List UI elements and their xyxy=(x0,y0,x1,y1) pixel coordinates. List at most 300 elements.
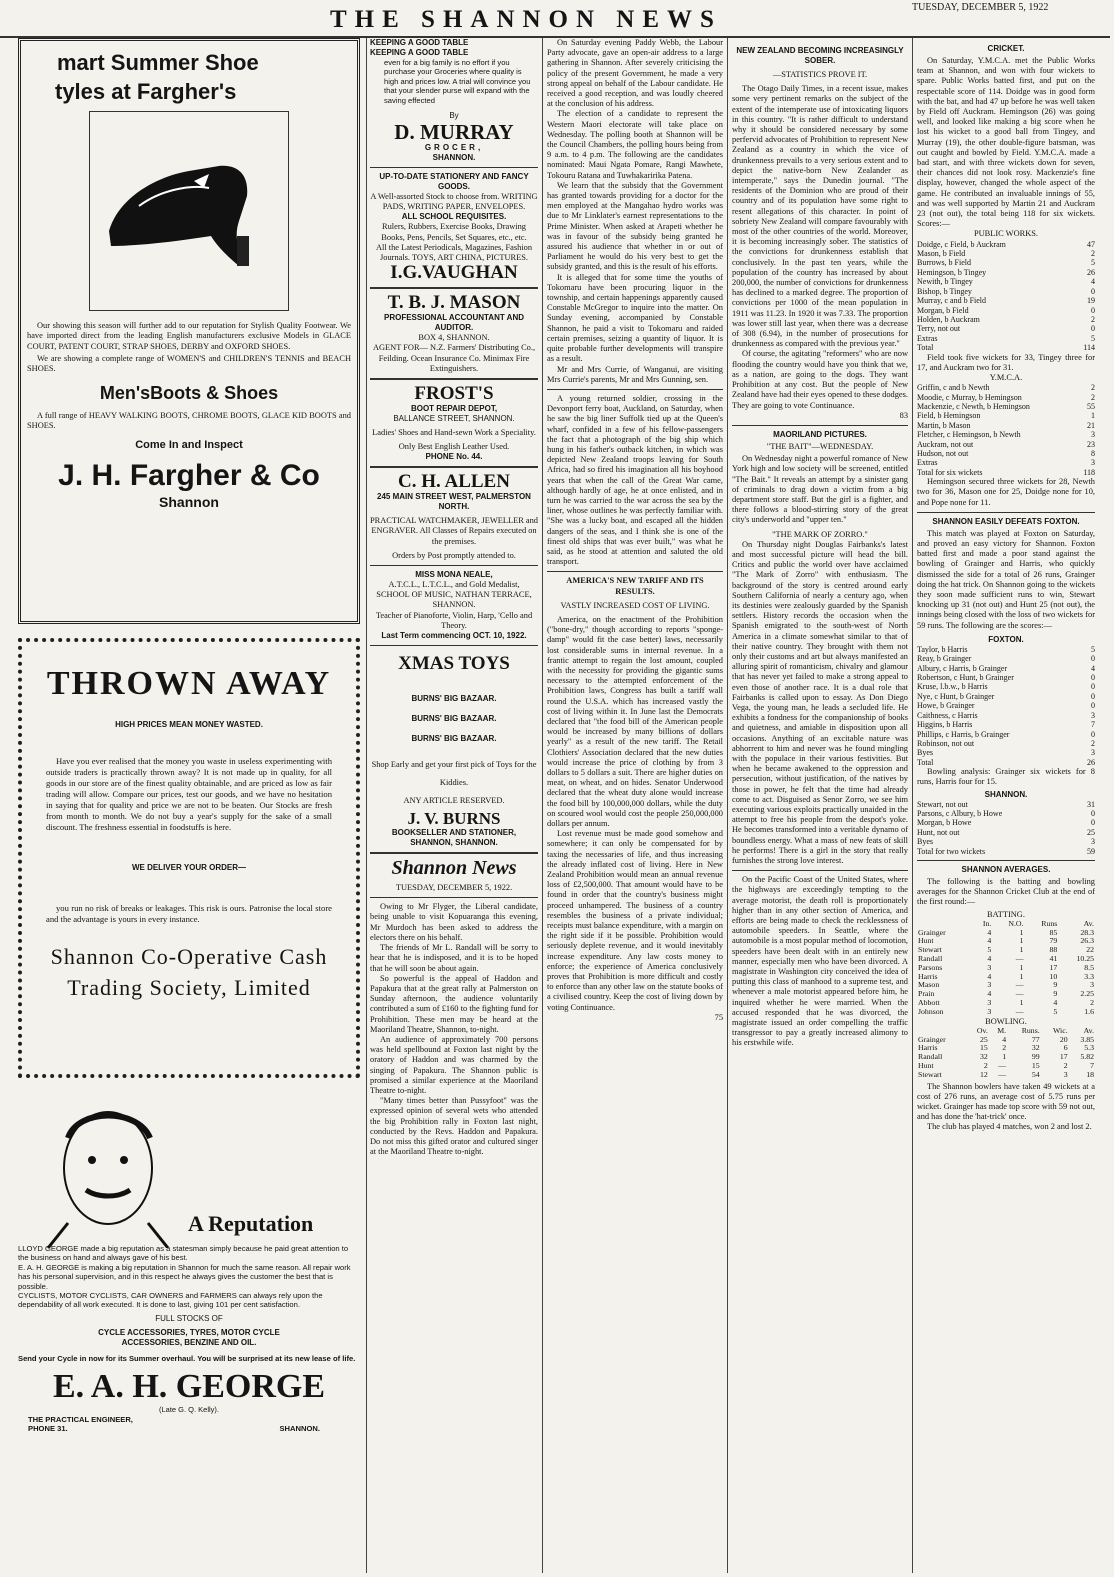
table-cell: — xyxy=(1015,1006,1024,1016)
score-player: Total for two wickets xyxy=(917,846,986,856)
coop-deliver: WE DELIVER YOUR ORDER— xyxy=(131,862,247,872)
george-body: LLOYD GEORGE made a big reputation as a statesman simply because he paid great attention to the business on hand and always gave of his best. xyxy=(18,1244,349,1263)
score-player: Robertson, c Hunt, b Grainger xyxy=(917,673,1014,683)
george-body: CYCLISTS, MOTOR CYCLISTS, CAR OWNERS and FARMERS can always rely upon the dependability of all work executed. It is done to last, giving 101 per cent satisfaction. xyxy=(18,1291,323,1310)
frost-body: Ladies' Shoes and Hand-sewn Work a Speciality. xyxy=(372,427,536,437)
fargher-name: J. H. Fargher & Co xyxy=(58,458,320,492)
vaughan-heading: UP-TO-DATE STATIONERY AND FANCY GOODS. xyxy=(379,172,529,192)
george-body: E. A. H. GEORGE is making a big reputation in Shannon for much the same reason. All repair work has his personal supervision, and in this respect he always gives the customer the best that is possible. xyxy=(18,1262,351,1291)
score-row xyxy=(917,739,1095,748)
score-row xyxy=(917,287,1095,296)
table-cell: 9 xyxy=(1053,980,1058,990)
editorial-paragraph: "Many times better than Pussyfoot" was the expressed opinion of several wets who attended the big Prohibition rally in Foxton last night, conducted by the Revs. Haddon and Papakura. Do not miss this gifted orator and cultured singer at the Maoriland Theatre to-night. xyxy=(370,1096,538,1157)
table-cell: 1 xyxy=(1019,997,1024,1007)
score-runs: 25 xyxy=(1087,827,1095,837)
table-row xyxy=(917,1053,1095,1062)
table-cell: — xyxy=(998,1060,1007,1070)
table-cell: 1 xyxy=(1019,971,1024,981)
george-phone: PHONE 31. xyxy=(28,1424,68,1434)
table-cell: 99 xyxy=(1031,1052,1040,1062)
table-cell: 79 xyxy=(1049,936,1058,946)
burns-bazaar: BURNS' BIG BAZAAR. xyxy=(411,714,497,724)
table-cell: 54 xyxy=(1031,1069,1040,1079)
score-runs: 5 xyxy=(1091,644,1095,654)
score-runs: 0 xyxy=(1091,654,1095,664)
frost-name: FROST'S xyxy=(414,382,494,404)
table-cell: 32 xyxy=(980,1052,988,1062)
news-paragraph: The election of a candidate to represent the Western Maori electorate will take place on Wednesday. The polling booth at Shannon will be the Council Chambers, the polling hours being from 9 a.m. to 4 p.m. The following are the candidates nominated: Maui Ngata Pomare, Rangi Mawhete, Tokouru Ratana and Tuwhakaririka Patena. xyxy=(547,109,723,180)
table-cell: 5 xyxy=(987,945,992,955)
score-runs: 19 xyxy=(1087,296,1095,306)
table-cell: Grainger xyxy=(918,1034,946,1044)
frost-depot: BOOT REPAIR DEPOT, xyxy=(410,403,498,413)
score-runs: 114 xyxy=(1083,343,1095,353)
score-player: Hemingson, b Tingey xyxy=(917,267,987,277)
score-row xyxy=(917,343,1095,352)
allen-name: C. H. ALLEN xyxy=(398,471,510,493)
column-rule xyxy=(542,38,543,1573)
george-headline: A Reputation xyxy=(188,1211,314,1236)
shoe-illustration xyxy=(89,111,289,311)
table-cell: 4 xyxy=(1053,997,1058,1007)
score-player: Mackenzie, c Newth, b Hemingson xyxy=(917,401,1030,411)
table-cell: 4 xyxy=(987,927,992,937)
news-paragraph: We learn that the subsidy that the Government has granted towards providing for a doctor for the men employed at the Mangahao hydro works was due to Mr Linklater's earnest representations to the Prime Minister. When asked at Arapeti whether he was in favour of the subsidy being granted he assured his audience that whether in or out of Parliament he would do his very best to get the subsidy granted, and this is the result of his efforts. xyxy=(547,180,723,272)
score-runs: 59 xyxy=(1087,846,1095,856)
score-runs: 2 xyxy=(1091,249,1095,259)
coop-body: Have you ever realised that the money you waste in useless experimenting with outside traders is practically thrown away? It is not made up in quality, for all goods in our store are of the finest quality obtainable, and are priced as low as fair trading will allow. Compare our prices, test our goods, and we have no hesitation in saying that for quality and price we are not to be beaten. Our Stocks are fresh from month to month. We do not buy a year's supply for the sake of a small discount. The freshness essential in foodstuffs is here. xyxy=(46,755,332,832)
score-player: Moodie, c Murray, b Hemingson xyxy=(917,392,1022,402)
table-cell: 2 xyxy=(983,1060,988,1070)
table-cell: 20 xyxy=(1059,1034,1068,1044)
mason-agent: AGENT FOR— N.Z. Farmers' Distributing Co., Feilding. Ocean Insurance Co. Minimax Fire Extinguishers. xyxy=(372,343,536,373)
score-runs: 2 xyxy=(1091,738,1095,748)
table-row xyxy=(917,929,1095,938)
advert-number: 75 xyxy=(714,1012,723,1022)
score-player: Hunt, not out xyxy=(917,827,960,837)
score-runs: 0 xyxy=(1091,286,1095,296)
murray-town: SHANNON. xyxy=(432,153,476,163)
coop-name: Shannon Co-Operative Cash xyxy=(50,943,328,969)
masthead-date: TUESDAY, DECEMBER 5, 1922 xyxy=(912,2,1049,13)
fargher-headline: tyles at Fargher's xyxy=(55,79,237,105)
cricket-paragraph: The club has played 4 matches, won 2 and lost 2. xyxy=(927,1122,1092,1132)
table-cell: Harris xyxy=(918,1043,938,1053)
table-cell: — xyxy=(998,1069,1007,1079)
newspaper-nameplate: Shannon News xyxy=(391,857,517,880)
score-player: Field, b Hemingson xyxy=(917,411,981,421)
score-row xyxy=(917,701,1095,710)
table-cell: 15 xyxy=(980,1043,988,1053)
table-cell: Randall xyxy=(918,953,943,963)
ymca-heading: Y.M.C.A. xyxy=(989,372,1023,382)
score-player: Total xyxy=(917,343,934,353)
column-two xyxy=(370,38,538,1157)
table-cell: — xyxy=(1015,980,1024,990)
burns-address: BOOKSELLER AND STATIONER, SHANNON, SHANNON. xyxy=(391,828,517,848)
editorial-paragraph: An audience of approximately 700 persons was held spellbound at Foxton last night by the oratory of Haddon and was charmed by the singing of Papakura. The Shannon public is promised a similar experience at the Maoriland Theatre to-night. xyxy=(370,1034,538,1095)
table-cell: Hunt xyxy=(918,1060,934,1070)
score-runs: 0 xyxy=(1091,701,1095,711)
masthead-title: THE SHANNON NEWS xyxy=(330,6,722,33)
tariff-paragraph: Lost revenue must be made good somehow and somewhere; it can only be compensated for by taxing the necessaries of life, and thus increasing the already inflated cost of living. Here in New Zealand Prohibition would mean an annual revenue loss of £2,500,000. That amount would have to be found in order that the country's business might proceed unhampered. The business of a country resembles the business of a private individual; receipts must balance expenditure, with a margin on the right side if it be possible. Prohibition would seriously deplete revenue, and it would inevitably increase expenditure. Any law costs money to enforce; the experience of America conclusively proves that Prohibition is more difficult and costly to enforce than any other law on the statute books of a civilised country. Keep the cost of living down by voting Continuance. xyxy=(547,829,723,1012)
score-runs: 26 xyxy=(1087,267,1095,277)
table-header-cell: Wic. xyxy=(1053,1025,1068,1035)
score-row xyxy=(917,720,1095,729)
table-cell: Randall xyxy=(918,1052,943,1062)
table-cell: 3 xyxy=(1063,1069,1068,1079)
shoe-icon xyxy=(99,136,279,286)
coop-name: Trading Society, Limited xyxy=(67,974,311,1000)
table-row xyxy=(917,981,1095,990)
averages-heading: SHANNON AVERAGES. xyxy=(961,864,1051,874)
table-header-cell: Av. xyxy=(1083,918,1094,928)
vaughan-school: ALL SCHOOL REQUISITES. xyxy=(401,212,507,222)
sober-subheading: —STATISTICS PROVE IT. xyxy=(772,70,868,79)
advert-number: 83 xyxy=(899,410,908,420)
cricket-paragraph: This match was played at Foxton on Saturday, and proved an easy victory for Shannon. Foxton batted first and made a poor stand against the bowling of Grainger and Harris, who quickly dismissed the side for a total of 26 runs, Grainger doing the hat trick. On Shannon going to the wickets they soon made sufficient runs to win, Stewart knocking up 31 (not out) and Hunt 25 (not out), the innings being closed with the loss of two wickets for 59 runs. The following are the scores:— xyxy=(917,528,1095,630)
news-paragraph: It is alleged that for some time the youths of Tokomaru have been procuring liquor in the township, and certain happenings apparently caused Constable McGregor to inquire into the matter. On Sunday evening, accompanied by Constable Shannon, he paid a visit to Tokomaru and raided certain premises, seizing a quantity of liquor. It is quite probable further developments will transpire as a result. xyxy=(547,272,723,364)
sober-heading: NEW ZEALAND BECOMING INCREASINGLY SOBER. xyxy=(736,46,904,65)
score-player: Bishop, b Tingey xyxy=(917,286,972,296)
table-cell: 9 xyxy=(1053,989,1058,999)
table-row xyxy=(917,1044,1095,1053)
table-header-cell: Runs xyxy=(1041,918,1058,928)
cricket-paragraph: The following is the batting and bowling averages for the Shannon Cricket Club at the end of the first round:— xyxy=(917,876,1095,907)
sober-paragraph: Of course, the agitating "reformers" who are now flooding the country would have you think that we, as a nation, are going to the dogs. They want Prohibition at any cost. But the people of New Zealand have had their eyes opened to these dodges. They are going to vote Continuance. xyxy=(732,349,908,410)
score-runs: 0 xyxy=(1091,691,1095,701)
table-cell: 77 xyxy=(1031,1034,1040,1044)
table-header-cell: N.O. xyxy=(1008,918,1024,928)
table-cell: 1.6 xyxy=(1084,1006,1094,1016)
score-row xyxy=(917,692,1095,701)
table-cell: 3 xyxy=(987,997,992,1007)
score-runs: 5 xyxy=(1091,258,1095,268)
score-row xyxy=(917,468,1095,477)
pictures-heading: MAORILAND PICTURES. xyxy=(773,429,867,439)
batting-table xyxy=(917,920,1095,1017)
vaughan-name: I.G.VAUGHAN xyxy=(390,262,518,284)
table-cell: 12 xyxy=(980,1069,988,1079)
cricket-paragraph: Field took five wickets for 33, Tingey three for 17, and Auckram two for 31. xyxy=(917,352,1095,372)
fargher-body: Our showing this season will further add to our reputation for Stylish Quality Footwear. We have imported direct from the leading English manufacturers exclusive Models in GLACE COURT, PATENT COURT, STRAP SHOES, DERBY and OXFORD SHOES. xyxy=(27,321,351,351)
george-late: (Late G. Q. Kelly). xyxy=(158,1404,220,1414)
table-cell: 1 xyxy=(1019,945,1024,955)
ymca-scores xyxy=(917,383,1095,477)
table-cell: 18 xyxy=(1086,1069,1094,1079)
batting-heading: BATTING. xyxy=(987,909,1025,919)
score-runs: 3 xyxy=(1091,430,1095,440)
table-cell: 22 xyxy=(1086,945,1094,955)
sober-paragraph: The Otago Daily Times, in a recent issue, makes some very pertinent remarks on the subject of the extent of the intemperate use of intoxicating liquors in this country. "It is rather difficult to understand why it should be considered necessary by some perfervid advocates of Prohibition to represent New Zealand as a country in which the vice of drunkenness prevails to a very serious extent and to depict the native-born New Zealander as intemperate," says the Dunedin journal. "The residents of the Dominion who are proud of their country and of its population have some right to resent allegations of this character. In point of sobriety New Zealand will compare favourably with most of the other countries of the world. Moreover, it is becoming increasingly sober. The statistics of the convictions for drunkenness establish that conclusively. In the past ten years, while the population of the country has increased by about 200,000, the number of convictions for drunkenness has declined to a marked degree. The proportion of convictions per 1000 of the mean population in 1911 was 11.23. In 1920 it was 7.33. The proportion was lower still last year, when there was a decrease of 308 (6.94), in the number of prosecutions for drunkenness as compared with the previous year." xyxy=(732,84,908,349)
table-cell: 10 xyxy=(1049,971,1058,981)
score-player: Morgan, b Field xyxy=(917,305,969,315)
table-cell: 1 xyxy=(1002,1052,1007,1062)
vaughan-body: A Well-assorted Stock to choose from. WRITING PADS, WRITING PAPER, ENVELOPES. xyxy=(370,192,538,212)
table-cell: 3 xyxy=(1090,980,1094,990)
editorial-paragraph: The friends of Mr L. Randall will be sorry to hear that he is indisposed, and it is to be hoped that he will soon be about again. xyxy=(370,943,538,973)
table-cell: 17 xyxy=(1059,1052,1068,1062)
mason-title: PROFESSIONAL ACCOUNTANT AND AUDITOR. xyxy=(384,313,524,333)
fargher-body: A full range of HEAVY WALKING BOOTS, CHROME BOOTS, GLACE KID BOOTS and SHOES. xyxy=(27,411,351,431)
table-row xyxy=(917,1062,1095,1071)
score-runs: 0 xyxy=(1091,808,1095,818)
foxton-match-heading: SHANNON EASILY DEFEATS FOXTON. xyxy=(932,516,1080,526)
score-runs: 21 xyxy=(1087,420,1095,430)
tariff-subheading: VASTLY INCREASED COST OF LIVING. xyxy=(560,600,710,610)
score-runs: 118 xyxy=(1083,467,1095,477)
score-row xyxy=(917,809,1095,818)
table-cell: 5.82 xyxy=(1080,1052,1094,1062)
mason-box: BOX 4, SHANNON. xyxy=(418,333,490,343)
allen-body: PRACTICAL WATCHMAKER, JEWELLER and ENGRAVER. All Classes of Repairs executed on the premises. xyxy=(370,516,538,546)
tariff-heading: AMERICA'S NEW TARIFF AND ITS RESULTS. xyxy=(566,576,704,596)
editorial-paragraph: Owing to Mr Flyger, the Liberal candidate, being unable to visit Kopuaranga this evening, Mr Murdoch has been asked to address the electors there on his behalf. xyxy=(370,902,538,942)
table-cell: 2 xyxy=(1090,997,1094,1007)
fargher-town: Shannon xyxy=(159,494,219,510)
table-row xyxy=(917,946,1095,955)
tariff-paragraph: America, on the enactment of the Prohibition ("bone-dry," though according to reports "sponge-damp" would fit the case better) laws, necessarily lost considerable sums in internal revenue. In a frantic attempt to regain the lost amount, coupled with the necessity for providing the gigantic sums necessary to the attempted enforcement of the Prohibition laws, Congress has built a tariff wall round the U.S.A. which has increased vastly the cost of living within it. In June last the Democrats declared that "the food bill of the American people would be increased by many billions of dollars yearly" as a result of the new tariff. The Retail Clothiers' Association declared that the new duties would increase the price of clothing by from 3 dollars to 5 dollars a suit. There are higher duties on meat, on wheat, and on hides. Senator Underwood declared that the wheat duty alone would increase the food bill by 100,000,000 dollars, while the duty on scoured wool would cost the people 250,000,000 dollars per annum. xyxy=(547,614,723,829)
shannon-heading: SHANNON. xyxy=(984,789,1028,799)
fargher-body: We are showing a complete range of WOMEN'S and CHILDREN'S TENNIS and BEACH SHOES. xyxy=(27,353,351,373)
score-player: Albury, c Harris, b Grainger xyxy=(917,663,1008,673)
score-row xyxy=(917,682,1095,691)
score-row xyxy=(917,296,1095,305)
table-cell: 5.3 xyxy=(1084,1043,1094,1053)
table-cell: 2 xyxy=(1063,1060,1068,1070)
fargher-subhead: Men'sBoots & Shoes xyxy=(99,383,279,404)
score-row xyxy=(917,268,1095,277)
score-player: Total xyxy=(917,757,934,767)
score-player: Hudson, not out xyxy=(917,448,969,458)
table-header-cell: M. xyxy=(997,1025,1007,1035)
score-player: Fletcher, c Hemingson, b Newth xyxy=(917,430,1021,440)
score-player: Higgins, b Harris xyxy=(917,720,973,730)
table-cell: 3 xyxy=(987,980,992,990)
score-player: Phillips, c Harris, b Grainger xyxy=(917,729,1010,739)
table-cell: 7 xyxy=(1090,1060,1094,1070)
score-player: Morgan, b Howe xyxy=(917,818,972,828)
score-runs: 31 xyxy=(1087,799,1095,809)
score-runs: 55 xyxy=(1087,401,1095,411)
table-cell: Prain xyxy=(918,989,935,999)
score-row xyxy=(917,664,1095,673)
score-player: Extras xyxy=(917,458,938,468)
table-cell: 4 xyxy=(987,989,992,999)
score-player: Stewart, not out xyxy=(917,799,968,809)
table-cell: 26.3 xyxy=(1080,936,1094,946)
score-runs: 7 xyxy=(1091,720,1095,730)
foxton-heading: FOXTON. xyxy=(988,634,1024,644)
score-runs: 0 xyxy=(1091,729,1095,739)
score-player: Caithness, c Harris xyxy=(917,710,978,720)
news-paragraph: Mr and Mrs Currie, of Wanganui, are visiting Mrs Currie's parents, Mr and Mrs Gunning, sen. xyxy=(547,364,723,384)
score-player: Byes xyxy=(917,837,933,847)
keeping-table-heading: KEEPING A GOOD TABLE xyxy=(370,48,469,57)
table-cell: Grainger xyxy=(918,927,946,937)
cricket-heading: CRICKET. xyxy=(987,44,1025,53)
table-cell: Hunt xyxy=(918,936,934,946)
score-row xyxy=(917,837,1095,846)
pictures-paragraph: On Wednesday night a powerful romance of New York high and low society will be screened, entitled "The Bait." It reveals an attempt by a sinister gang of criminals to drag down a victim from a big department store staff. But the girl is a fighter, and there follows a blood-stirring story of the great city's underworld and "upper ten." xyxy=(732,454,908,525)
score-player: Kruse, l.b.w., b Harris xyxy=(917,682,988,692)
score-row xyxy=(917,383,1095,392)
table-cell: 85 xyxy=(1049,927,1058,937)
score-runs: 0 xyxy=(1091,682,1095,692)
column-rule xyxy=(366,38,367,1573)
score-row xyxy=(917,393,1095,402)
frost-body: Only Best English Leather Used. xyxy=(398,442,510,452)
score-player: Auckram, not out xyxy=(917,439,974,449)
george-name: E. A. H. GEORGE xyxy=(52,1368,326,1406)
score-row xyxy=(917,673,1095,682)
score-player: Extras xyxy=(917,333,938,343)
bowling-table xyxy=(917,1027,1095,1080)
column-rule xyxy=(727,38,728,1573)
score-row xyxy=(917,334,1095,343)
score-runs: 3 xyxy=(1091,837,1095,847)
score-runs: 0 xyxy=(1091,818,1095,828)
frost-phone: PHONE No. 44. xyxy=(425,452,483,462)
table-cell: 4 xyxy=(987,936,992,946)
table-row xyxy=(917,964,1095,973)
table-row xyxy=(917,937,1095,946)
table-cell: 88 xyxy=(1049,945,1058,955)
table-cell: 4 xyxy=(987,971,992,981)
table-cell: Stewart xyxy=(918,945,942,955)
table-cell: Johnson xyxy=(918,1006,944,1016)
shannon-scores xyxy=(917,800,1095,856)
coop-headline: THROWN AWAY xyxy=(46,665,332,702)
score-player: Newith, b Tingey xyxy=(917,277,973,287)
score-row xyxy=(917,758,1095,767)
score-runs: 23 xyxy=(1087,439,1095,449)
score-row xyxy=(917,411,1095,420)
score-runs: 3 xyxy=(1091,710,1095,720)
table-header-cell: Av. xyxy=(1083,1025,1094,1035)
score-player: Terry, not out xyxy=(917,324,961,334)
table-cell: 2.25 xyxy=(1080,989,1094,999)
vaughan-body: All the Latest Periodicals, Magazines, Fashion Journals. TOYS, ART CHINA, PICTURES. xyxy=(375,242,533,263)
allen-address: 245 MAIN STREET WEST, PALMERSTON NORTH. xyxy=(377,492,531,512)
table-cell: 41 xyxy=(1049,953,1058,963)
cricket-paragraph: On Saturday, Y.M.C.A. met the Public Works team at Shannon, and won with four wickets to spare. Public Works batted first, and put on the respectable score of 114. Doidge was in good form with the bat, and had 47 up before he was well taken by Field off Auckram. Hemingson (26) was going well, and looked like making a big score when he lost his wicket to a good ball from Tingey, and Murray (19), the other double-figure batsman, was out caught and bowled by Field. Y.M.C.A. made a bad start, and with three wickets down for seven, their chances did not look rosy. Mackenzie's fine display, however, changed the whole aspect of the game. He contributed an invaluable innings of 55, and was well supported by Martin 21 and Auckram 23 (not out), the total being 118 for six wickets. Scores:— xyxy=(917,56,1095,229)
score-runs: 0 xyxy=(1091,305,1095,315)
bowling-heading: BOWLING. xyxy=(985,1016,1027,1026)
score-player: Total for six wickets xyxy=(917,467,983,477)
score-runs: 2 xyxy=(1091,314,1095,324)
vaughan-body: Rulers, Rubbers, Exercise Books, Drawing Books, Pens, Pencils, Set Squares, etc., etc. xyxy=(381,222,527,242)
score-player: Holden, b Auckram xyxy=(917,314,980,324)
news-paragraph: On Saturday evening Paddy Webb, the Labour Party advocate, gave an open-air address to a large gathering in Shannon. After severely criticising the policy of the present Government, he made a very strong appeal on behalf of the Labour candidate. He received a good reception, and was loudly cheered at the conclusion of his address. xyxy=(547,38,723,109)
neale-body: Teacher of Pianoforte, Violin, Harp, 'Cello and Theory. xyxy=(375,610,533,630)
score-runs: 8 xyxy=(1091,448,1095,458)
score-row xyxy=(917,277,1095,286)
score-row xyxy=(917,828,1095,837)
score-row xyxy=(917,711,1095,720)
news-paragraph: A young returned soldier, crossing in the Devonport ferry boat, Auckland, on Saturday, when he saw the big liner Suffolk tied up at the Queen's wharf, confided in a few of his fellow-passengers the fact that a photograph of the big ship which hung in his father's outback kitchen, in which was depicted New Zealand troops leaving for South Africa, had so fired his imagination all his boyhood years that when the call of the Great War came, although hardly of age, he at once enlisted, and in turn he was carried to the war across the sea by the liner, whose outlines he was perfectly familiar with. "She was a lucky boat, and escaped all the hidden dangers of the seas, and I think she is one of the finest old ships that was ever built," was what he said, as he stood at attention and saluted the old transport. xyxy=(547,393,723,567)
score-row xyxy=(917,306,1095,315)
score-player: Reay, b Grainger xyxy=(917,654,972,664)
george-advertisement xyxy=(18,1094,360,1554)
table-cell: 28.3 xyxy=(1080,927,1094,937)
keeping-table-body: even for a big family is no effort if you purchase your Groceries where quality is high and prices low. A trial will convince you that your slender purse will expand with the saving effected xyxy=(384,58,531,105)
coop-subhead: HIGH PRICES MEAN MONEY WASTED. xyxy=(115,719,263,729)
cricket-paragraph: The Shannon bowlers have taken 49 wickets at a cost of 276 runs, an average cost of 5.75 runs per wicket. Grainger has made top score with 59 not out, and has done the 'hat-trick' once. xyxy=(917,1081,1095,1122)
score-player: Griffin, c and b Newth xyxy=(917,383,990,393)
column-three xyxy=(547,38,723,1023)
fargher-inspect: Come In and Inspect xyxy=(135,438,243,451)
score-row xyxy=(917,730,1095,739)
table-cell: 3 xyxy=(987,962,992,972)
score-player: Parsons, c Albury, b Howe xyxy=(917,808,1003,818)
score-runs: 3 xyxy=(1091,748,1095,758)
pictures-paragraph: On Thursday night Douglas Fairbanks's latest and most successful picture will head the bill. Critics and public the world over have acclaimed "The Mark of Zorro" with enthusiasm. The background of the story is centred around early Southern California of nearly a century ago, when its destinies were zealously guarded by the Spanish settlers. History records the occasion when the Spanish emigrated to the south-west of North America in a climate somewhat similar to that of their native country. They brought with them not only their customs and art but always manifested an alluring spirit of romanticism, chivalry and glamour that has never yet failed to make a strong appeal to even those of another race. It is a dual role that Fairbanks is called upon to essay. As Don Diego Vega, the young man, he leads a secluded life. He exhibits a fondness for the companionship of books and quietness, and amiable in disposition upon all occasions. Anything of an excitable nature was abhorrent to him and never was he found mingling with the populace in their various festivities. But when he became awakened to the oppression and persecution, without justification, of the natives by those in power, he felt that the time had already come to act. Disguised as Senor Zorro, we see him executing various exploits practically unaided in the attempt to free his people from the despot's yoke. He becomes transformed into a veritable dynamo of boundless energy. What a mass of new feats of skill he performs! There is a girl in the story that really furnishes the strong love interest. xyxy=(732,539,908,866)
table-cell: Stewart xyxy=(918,1069,942,1079)
neale-body: A.T.C.L., L.T.C.L., and Gold Medalist, xyxy=(388,580,520,590)
burns-name: J. V. BURNS xyxy=(407,809,501,829)
editorial-paragraph: So powerful is the appeal of Haddon and Papakura that at the great rally at Palmerston on Sunday afternoon, the audience voluntarily contributed a sum of £160 to the fighting fund for Prohibition. These men may be heard at the Maoriland Theatre, Shannon, to-night. xyxy=(370,973,538,1034)
allen-body: Orders by Post promptly attended to. xyxy=(392,550,516,560)
column-four xyxy=(732,38,908,1049)
score-runs: 2 xyxy=(1091,392,1095,402)
public-works-heading: PUBLIC WORKS. xyxy=(973,229,1039,239)
murray-name: D. MURRAY xyxy=(394,120,514,145)
score-runs: 26 xyxy=(1087,757,1095,767)
score-runs: 0 xyxy=(1091,673,1095,683)
score-row xyxy=(917,430,1095,439)
score-player: Byes xyxy=(917,748,933,758)
score-player: Burrows, b Field xyxy=(917,258,971,268)
score-runs: 5 xyxy=(1091,333,1095,343)
pictures-subheading: "THE MARK OF ZORRO." xyxy=(772,529,868,539)
score-player: Mason, b Field xyxy=(917,249,966,259)
score-player: Howe, b Grainger xyxy=(917,701,975,711)
george-send: Send your Cycle in now for its Summer overhaul. You will be surprised at its new lease of life. xyxy=(18,1353,356,1363)
editorial-date: TUESDAY, DECEMBER 5, 1922. xyxy=(395,883,513,893)
score-runs: 0 xyxy=(1091,324,1095,334)
neale-name: MISS MONA NEALE, xyxy=(415,570,493,580)
column-rule xyxy=(912,38,913,1573)
table-cell: 4 xyxy=(1002,1034,1007,1044)
score-row xyxy=(917,240,1095,249)
table-cell: 3 xyxy=(987,1006,992,1016)
score-runs: 1 xyxy=(1091,411,1095,421)
score-runs: 4 xyxy=(1091,663,1095,673)
fargher-advertisement xyxy=(18,38,360,624)
score-row xyxy=(917,449,1095,458)
table-cell: 4 xyxy=(987,953,992,963)
table-cell: 2 xyxy=(1002,1043,1007,1053)
table-cell: 3.3 xyxy=(1084,971,1094,981)
table-row xyxy=(917,973,1095,982)
table-row xyxy=(917,1036,1095,1045)
foxton-scores xyxy=(917,645,1095,767)
table-cell: Mason xyxy=(918,980,940,990)
table-cell: 1 xyxy=(1019,936,1024,946)
score-row xyxy=(917,440,1095,449)
score-row xyxy=(917,421,1095,430)
george-stocks: FULL STOCKS OF xyxy=(155,1313,223,1323)
george-items: CYCLE ACCESSORIES, TYRES, MOTOR CYCLE ACCESSORIES, BENZINE AND OIL. xyxy=(98,1327,280,1347)
score-runs: 4 xyxy=(1091,277,1095,287)
frost-street: BALLANCE STREET, SHANNON. xyxy=(393,413,515,423)
score-player: Doidge, c Field, b Auckram xyxy=(917,239,1006,249)
table-cell: 15 xyxy=(1031,1060,1040,1070)
mason-name: T. B. J. MASON xyxy=(387,292,521,314)
score-row xyxy=(917,748,1095,757)
table-row xyxy=(917,1008,1095,1017)
